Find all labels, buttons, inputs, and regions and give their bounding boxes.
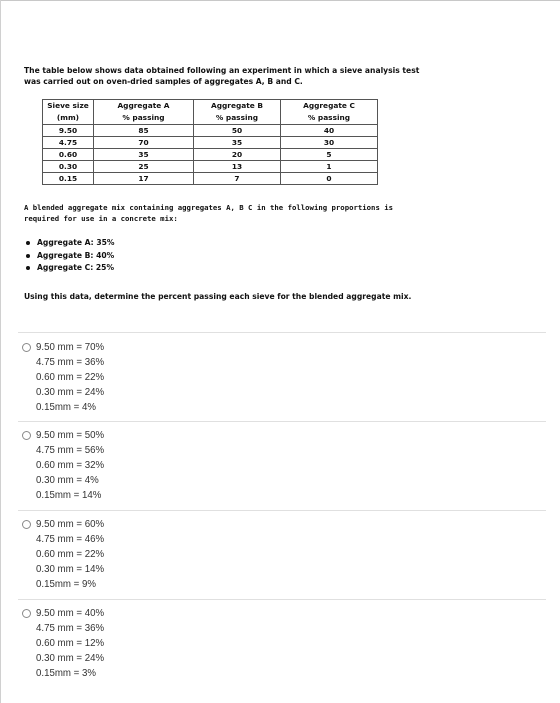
- bullet-icon: [26, 241, 30, 245]
- option-line: 4.75 mm = 36%: [36, 623, 105, 634]
- table-cell: 5: [281, 149, 378, 161]
- table-cell: 35: [194, 137, 281, 149]
- option-lines: [36, 430, 104, 505]
- option-line: 0.15mm = 9%: [36, 579, 97, 590]
- option-line: 0.30 mm = 24%: [36, 387, 105, 398]
- table-cell: 50: [194, 125, 281, 137]
- radio-button[interactable]: [22, 343, 31, 352]
- proportions-list: [22, 237, 115, 275]
- table-cell: 0: [281, 173, 378, 185]
- page-top-border: [0, 0, 560, 1]
- table-cell: 20: [194, 149, 281, 161]
- proportion-text: Aggregate A: 35%: [37, 238, 115, 247]
- option-lines: [36, 608, 104, 683]
- list-item: [22, 250, 115, 263]
- option-line: 0.60 mm = 22%: [36, 549, 105, 560]
- option-line: 0.15mm = 14%: [36, 490, 102, 501]
- radio-button[interactable]: [22, 609, 31, 618]
- header-line: Aggregate C: [303, 101, 355, 110]
- option-line: 0.30 mm = 14%: [36, 564, 105, 575]
- option-divider: [18, 332, 546, 333]
- option-lines: [36, 342, 104, 417]
- option-divider: [18, 510, 546, 511]
- header-aggregate-c: [281, 100, 378, 125]
- table-cell: 13: [194, 161, 281, 173]
- header-line: % passing: [122, 113, 165, 122]
- table-cell: 85: [94, 125, 194, 137]
- table-row: [43, 149, 378, 161]
- option-divider: [18, 599, 546, 600]
- table-cell: 70: [94, 137, 194, 149]
- radio-button[interactable]: [22, 431, 31, 440]
- table-cell: 4.75: [43, 137, 94, 149]
- table-cell: 25: [94, 161, 194, 173]
- header-line: Sieve size: [47, 101, 89, 110]
- header-line: % passing: [215, 113, 259, 122]
- option-line: 0.30 mm = 4%: [36, 475, 99, 486]
- table-cell: 7: [194, 173, 281, 185]
- option-divider: [18, 421, 546, 422]
- proportion-text: Aggregate B: 40%: [37, 250, 115, 260]
- option-line: 9.50 mm = 50%: [36, 430, 105, 441]
- table-cell: 9.50: [43, 125, 94, 137]
- option-line: 9.50 mm = 60%: [36, 519, 105, 530]
- header-line: Aggregate B: [211, 101, 263, 110]
- page-left-border: [0, 0, 1, 703]
- header-line: Aggregate A: [117, 101, 170, 110]
- table-cell: 17: [94, 173, 194, 185]
- header-aggregate-b: [194, 100, 281, 125]
- proportion-text: Aggregate C: 25%: [37, 263, 115, 272]
- option-line: 0.60 mm = 12%: [36, 638, 105, 649]
- option-line: 9.50 mm = 40%: [36, 608, 105, 619]
- table-row: [43, 173, 378, 185]
- option-line: 9.50 mm = 70%: [36, 342, 105, 353]
- table-cell: 40: [281, 125, 378, 137]
- option-line: 4.75 mm = 46%: [36, 534, 105, 545]
- table-cell: 35: [94, 149, 194, 161]
- header-line: % passing: [307, 113, 351, 122]
- sieve-analysis-table: [42, 99, 378, 185]
- option-line: 4.75 mm = 56%: [36, 445, 105, 456]
- option-line: 0.30 mm = 24%: [36, 653, 105, 664]
- header-sieve-size: [43, 100, 94, 125]
- bullet-icon: [26, 266, 30, 270]
- header-line: (mm): [56, 113, 80, 122]
- list-item: [22, 262, 115, 275]
- question-text: Using this data, determine the percent passing each sieve for the blended aggregate mix.: [24, 292, 412, 301]
- option-line: 0.15mm = 3%: [36, 668, 97, 679]
- table-cell: 0.30: [43, 161, 94, 173]
- option-line: 0.60 mm = 32%: [36, 460, 105, 471]
- blend-description: A blended aggregate mix containing aggregates A, B C in the following proportions is required for use in a concrete mix:: [24, 203, 394, 223]
- table-cell: 0.60: [43, 149, 94, 161]
- option-line: 0.60 mm = 22%: [36, 372, 105, 383]
- option-lines: [36, 519, 104, 594]
- table-row: [43, 125, 378, 137]
- header-aggregate-a: [94, 100, 194, 125]
- table-header-row: [43, 100, 378, 125]
- list-item: [22, 237, 115, 250]
- option-line: 0.15mm = 4%: [36, 402, 97, 413]
- option-line: 4.75 mm = 36%: [36, 357, 105, 368]
- intro-text: The table below shows data obtained following an experiment in which a sieve analysis test was carried out on oven-dried samples of aggregates A, B and C.: [24, 66, 420, 86]
- table-cell: 1: [281, 161, 378, 173]
- table-cell: 30: [281, 137, 378, 149]
- table-cell: 0.15: [43, 173, 94, 185]
- table-row: [43, 161, 378, 173]
- radio-button[interactable]: [22, 520, 31, 529]
- bullet-icon: [26, 254, 30, 258]
- table-row: [43, 137, 378, 149]
